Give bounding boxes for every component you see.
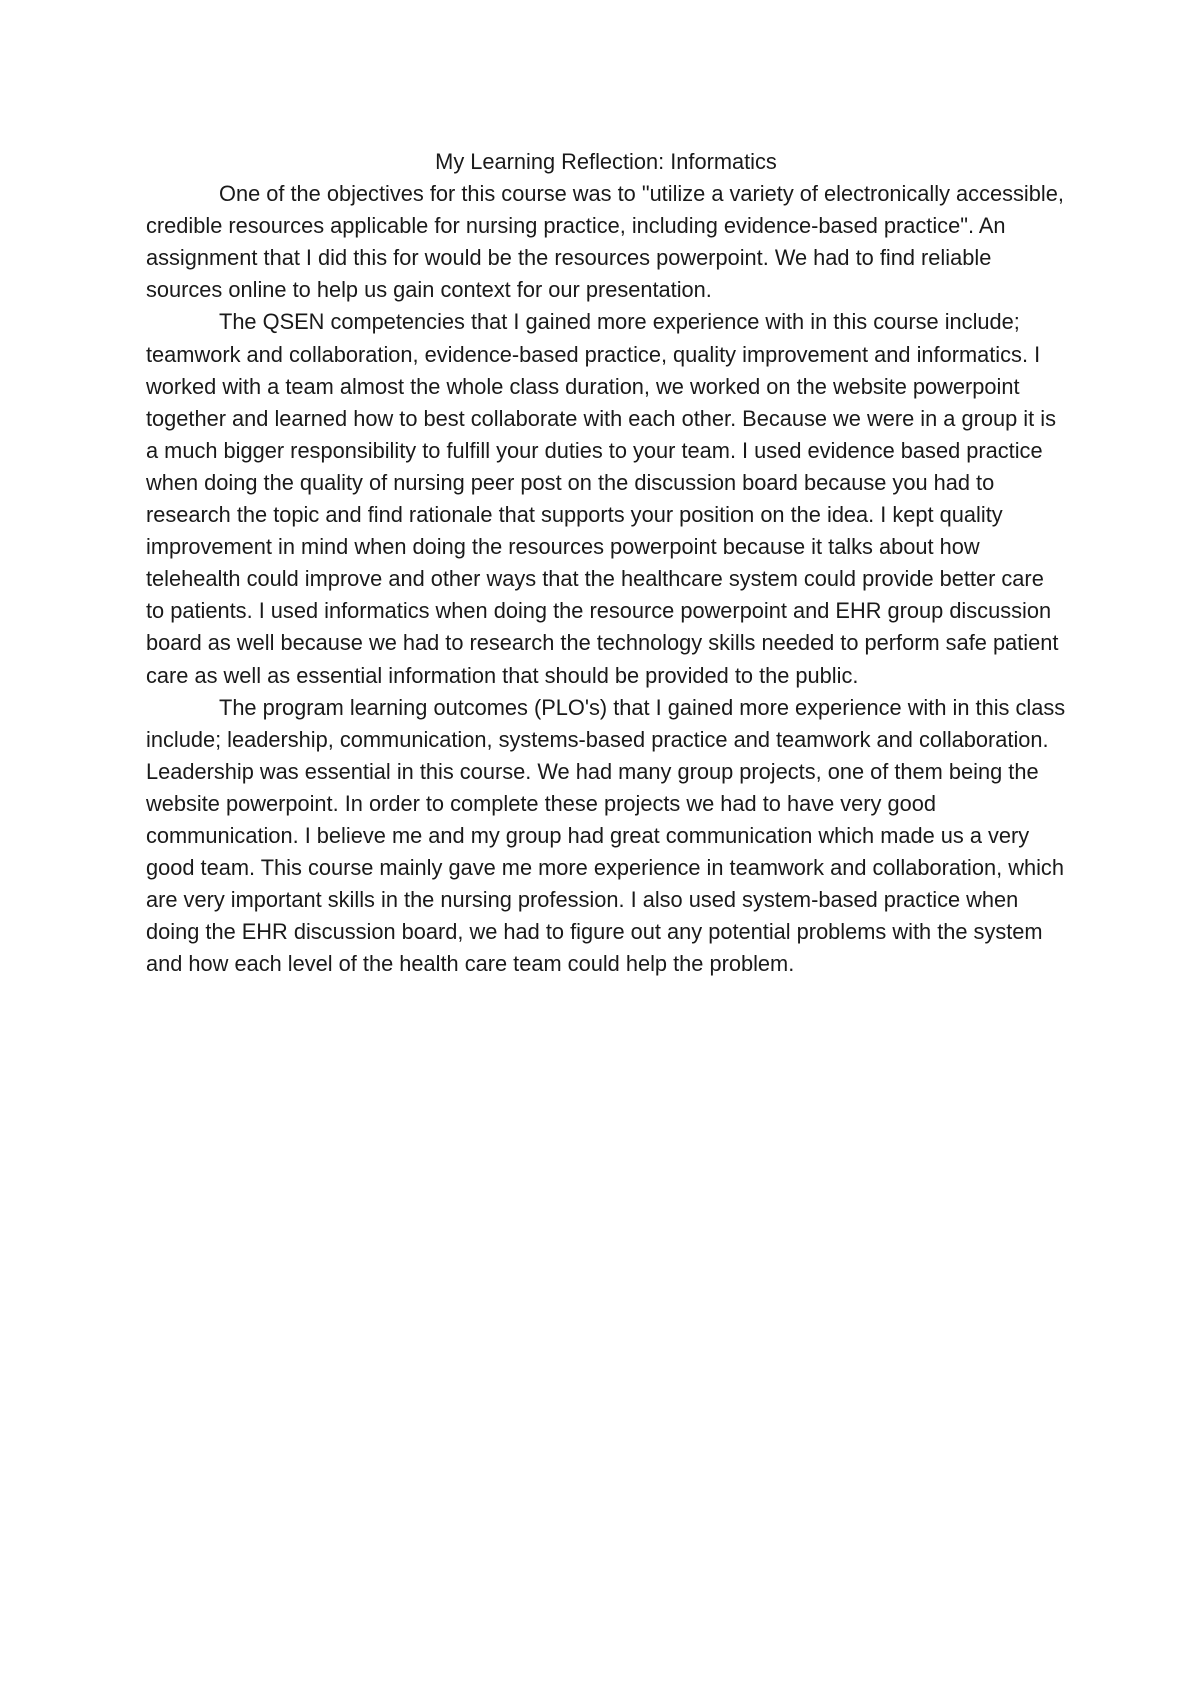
document-body [146, 146, 1066, 980]
paragraph-qsen-competencies: The QSEN competencies that I gained more experience with in this course include; teamwork and collaboration, evidence-based practice, quality improvement and informatics. I worked with a team almost the whole class duration, we worked on the website powerpoint together and learned how to best collaborate with each other. Because we were in a group it is a much bigger responsibility to fulfill your duties to your team. I used evidence based practice when doing the quality of nursing peer post on the discussion board because you had to research the topic and find rationale that supports your position on the idea. I kept quality improvement in mind when doing the resources powerpoint because it talks about how telehealth could improve and other ways that the healthcare system could provide better care to patients. I used informatics when doing the resource powerpoint and EHR group discussion board as well because we had to research the technology skills needed to perform safe patient care as well as essential information that should be provided to the public. [146, 309, 1059, 688]
paragraph-program-learning-outcomes: The program learning outcomes (PLO's) that I gained more experience with in this class include; leadership, communication, systems-based practice and teamwork and collaboration. Leadership was essential in this course. We had many group projects, one of them being the website powerpoint. In order to complete these projects we had to have very good communication. I believe me and my group had great communication which made us a very good team. This course mainly gave me more experience in teamwork and collaboration, which are very important skills in the nursing profession. I also used system-based practice when doing the EHR discussion board, we had to figure out any potential problems with the system and how each level of the health care team could help the problem. [146, 694, 1066, 977]
paragraph-objectives: One of the objectives for this course was to "utilize a variety of electronically accessible, credible resources applicable for nursing practice, including evidence-based practice". An assignment that I did this for would be the resources powerpoint. We had to find reliable sources online to help us gain context for our presentation. [146, 181, 1064, 303]
document-title: My Learning Reflection: Informatics [435, 149, 777, 174]
